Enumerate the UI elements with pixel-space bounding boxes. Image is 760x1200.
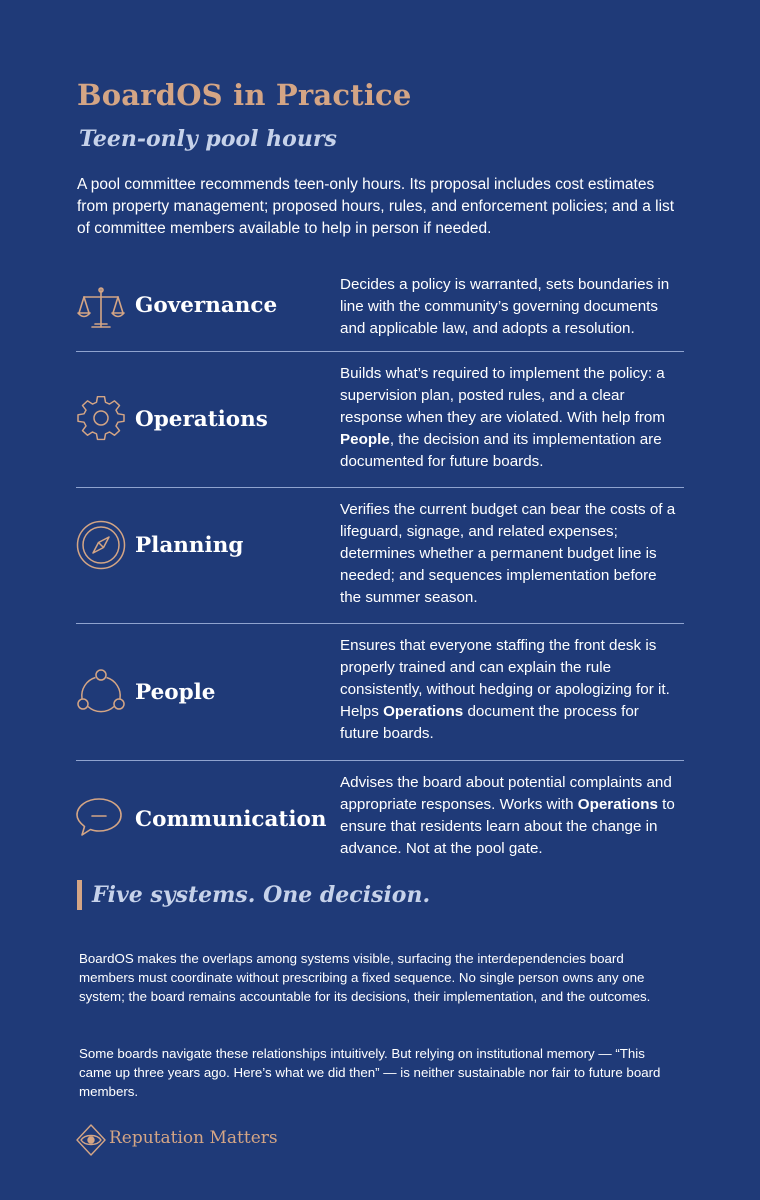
- intro-paragraph: A pool committee recommends teen-only hours. Its proposal includes cost estimates from property management; proposed hours, rules, and enforcement policies; and a list of committee members available to help in person if needed.: [77, 176, 675, 237]
- page-subtitle: Teen-only pool hours: [79, 126, 337, 152]
- system-label-planning: Planning: [135, 533, 244, 558]
- body-paragraph-2: Some boards navigate these relationships intuitively. But relying on institutional memory — “This came up three years ago. Here’s what we did then” — is neither sustainable nor fair to future board members.: [79, 1046, 661, 1099]
- brand-name: Reputation Matters: [109, 1128, 278, 1148]
- pull-quote: [77, 880, 430, 910]
- system-description-planning: [340, 499, 680, 609]
- system-description-governance: [340, 274, 680, 340]
- system-label-operations: Operations: [135, 407, 268, 432]
- system-description-communication: [340, 772, 680, 860]
- system-label-communication: Communication: [135, 807, 327, 832]
- system-row-communication: [76, 761, 684, 871]
- page-title: BoardOS in Practice: [77, 78, 412, 112]
- gear-icon: [76, 395, 126, 445]
- system-row-governance: [76, 270, 684, 352]
- description-text: , the decision and its implementation are documented for future boards.: [340, 431, 662, 470]
- network-icon: [76, 666, 126, 716]
- description-text: Ensures that everyone staffing the front desk is properly trained and can explain the rule consistently, without hedging or apologizing for it. Helps: [340, 637, 670, 720]
- system-row-planning: [76, 488, 684, 624]
- system-row-operations: [76, 352, 684, 488]
- system-label-governance: Governance: [135, 293, 278, 318]
- diamond-eye-logo-icon: [76, 1124, 106, 1156]
- description-text: Builds what’s required to implement the policy: a supervision plan, posted rules, and a clear response when they are violated. With help from: [340, 365, 666, 426]
- speech-bubble-icon: [76, 795, 126, 845]
- system-label-people: People: [135, 680, 216, 705]
- system-description-people: [340, 635, 680, 745]
- system-row-people: [76, 624, 684, 761]
- system-description-operations: [340, 363, 680, 473]
- compass-icon: [76, 520, 126, 570]
- system-reference: Operations: [577, 796, 658, 813]
- system-reference: Operations: [383, 703, 464, 720]
- description-text: Verifies the current budget can bear the costs of a lifeguard, signage, and related expenses; determines whether a permanent budget line is needed; and sequences implementation before the summer season.: [340, 501, 676, 606]
- description-text: document the process for future boards.: [340, 703, 639, 742]
- body-paragraph-1: BoardOS makes the overlaps among systems visible, surfacing the interdependencies board members must coordinate without prescribing a fixed sequence. No single person owns any one system; the board remains accountable for its decisions, their implementation, and the outcomes.: [79, 951, 651, 1004]
- pull-quote-text: Five systems. One decision.: [92, 882, 431, 908]
- description-text: to ensure that residents learn about the change in advance. Not at the pool gate.: [340, 796, 675, 857]
- description-text: Advises the board about potential complaints and appropriate responses. Works with: [340, 774, 672, 813]
- description-text: Decides a policy is warranted, sets boundaries in line with the community’s governing documents and applicable law, and adopts a resolution.: [340, 276, 670, 337]
- scales-icon: [76, 283, 126, 333]
- system-reference: People: [340, 431, 390, 448]
